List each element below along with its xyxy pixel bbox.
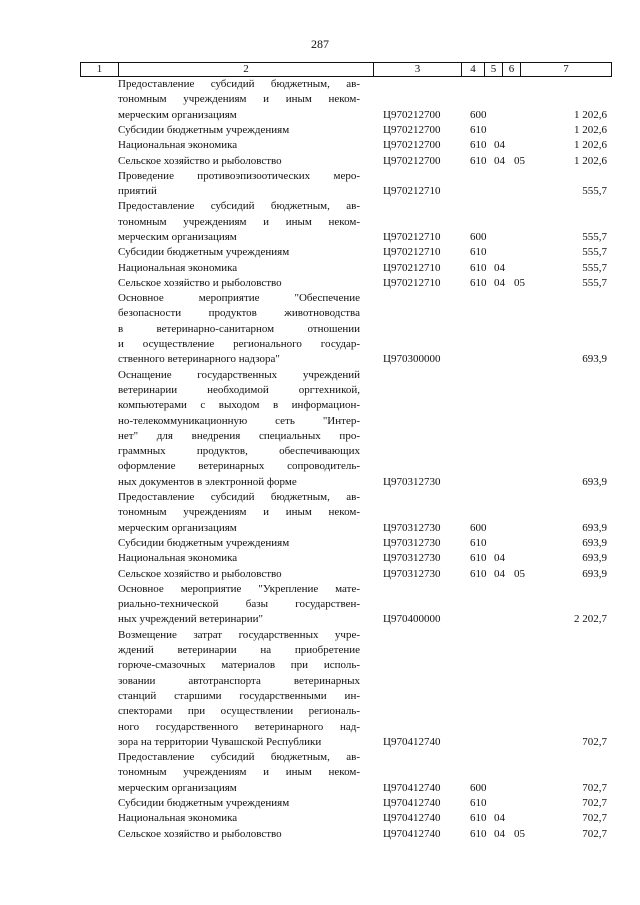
row-code: Ц970312730 [383,552,441,565]
row-description [118,291,360,367]
page-number: 287 [311,37,329,51]
table-row [0,567,640,582]
description-line: Национальная экономика [118,261,238,274]
row-amount: 1 202,6 [574,123,607,136]
table-header [80,62,612,77]
row-description [118,582,360,628]
row-col-5: 04 [494,139,505,152]
row-code: Ц970212710 [383,246,441,259]
table-row [0,291,640,368]
row-col-4: 610 [470,827,487,840]
table-row [0,490,640,536]
row-amount: 693,9 [582,353,607,366]
header-col-1: 1 [81,63,119,76]
row-col-4: 610 [470,812,487,825]
table-row [0,796,640,811]
row-code: Ц970312730 [383,537,441,549]
table-row [0,536,640,551]
row-code: Ц970412740 [383,735,441,748]
table-row [0,77,640,123]
row-col-4: 610 [470,154,487,167]
row-col-4: 610 [470,261,487,274]
description-line: граммных продуктов, обеспечивающих [118,445,360,458]
table-row [0,261,640,276]
description-line: Субсидии бюджетным учреждениям [118,797,290,810]
table-row [0,811,640,826]
row-description [118,490,360,536]
description-line: Предоставление субсидий бюджетным, ав- [118,751,360,764]
row-col-4: 610 [470,567,487,580]
description-line: Национальная экономика [118,812,238,825]
row-description [118,138,360,153]
description-line: безопасности продуктов животноводства [118,307,360,320]
description-line: Возмещение затрат государственных учре- [118,628,360,641]
description-line: зовании автотранспорта ветеринарных [118,674,360,687]
description-line: ветеринарии необходимой оргтехникой, [118,383,360,396]
description-line: ждений ветеринарии на приобретение [118,644,360,657]
description-line: ственного ветеринарного надзора" [118,353,280,366]
table-row [0,582,640,628]
header-col-3: 3 [374,63,462,76]
table-row [0,551,640,566]
table-row [0,750,640,796]
table-row [0,827,640,842]
row-code: Ц970312730 [383,521,441,534]
row-code: Ц970312730 [383,567,441,580]
row-col-6: 05 [514,567,525,580]
row-description [118,796,360,811]
row-code: Ц970212700 [383,123,441,136]
description-line: Национальная экономика [118,139,238,152]
description-line: тономным учреждениям и иным неком- [118,215,360,228]
description-line: Основное мероприятие "Обеспечение [118,292,360,305]
row-code: Ц970212710 [383,185,441,198]
row-col-6: 05 [514,827,525,840]
row-col-4: 610 [470,552,487,565]
row-description [118,536,360,551]
row-amount: 555,7 [582,246,607,259]
row-description [118,567,360,582]
description-line: Проведение противоэпизоотических меро- [118,169,360,182]
table-row [0,245,640,260]
row-code: Ц970212710 [383,261,441,274]
row-code: Ц970212710 [383,230,441,243]
description-line: спекторами при осуществлении региональ- [118,705,360,718]
row-description [118,199,360,245]
description-line: мерческим организациям [118,521,237,534]
description-line: горюче-смазочных материалов при исполь- [118,659,360,672]
row-amount: 1 202,6 [574,139,607,152]
row-amount: 693,9 [582,521,607,534]
description-line: ных документов в электронной форме [118,475,297,488]
row-col-5: 04 [494,154,505,167]
row-code: Ц970412740 [383,781,441,794]
row-col-4: 610 [470,537,487,549]
description-line: Основное мероприятие "Укрепление мате- [118,582,360,595]
description-line: и осуществление регионального государ- [118,338,360,351]
description-line: Предоставление субсидий бюджетным, ав- [118,491,360,504]
description-line: Сельское хозяйство и рыболовство [118,276,282,289]
description-line: тономным учреждениям и иным неком- [118,766,360,779]
row-amount: 702,7 [582,812,607,825]
header-col-7: 7 [563,63,569,75]
row-description [118,750,360,796]
description-line: Оснащение государственных учреждений [118,368,360,381]
header-col-4: 4 [462,63,485,76]
row-code: Ц970212700 [383,139,441,152]
header-col-2: 2 [119,63,374,76]
description-line: Национальная экономика [118,552,238,565]
description-line: станций старшими государственными ин- [118,689,360,702]
description-line: риально-технической базы государствен- [118,598,360,611]
description-line: тономным учреждениям и иным неком- [118,93,360,106]
row-description [118,123,360,138]
row-description [118,77,360,123]
row-col-5: 04 [494,276,505,289]
row-description [118,811,360,826]
table-row [0,154,640,169]
row-col-5: 04 [494,261,505,274]
description-line: приятий [118,185,157,198]
description-line: зора на территории Чувашской Республики [118,735,322,748]
row-code: Ц970300000 [383,353,441,366]
row-amount: 702,7 [582,735,607,748]
description-line: оформление ветеринарных сопроводитель- [118,460,360,473]
description-line: мерческим организациям [118,781,237,794]
row-amount: 702,7 [582,827,607,840]
header-col-5: 5 [485,63,503,76]
row-col-4: 610 [470,123,487,136]
row-amount: 1 202,6 [574,108,607,121]
row-col-4: 600 [470,230,487,243]
row-col-4: 610 [470,276,487,289]
row-col-4: 600 [470,781,487,794]
row-amount: 693,9 [582,537,607,549]
row-amount: 555,7 [582,261,607,274]
row-code: Ц970412740 [383,797,441,810]
table-row [0,628,640,750]
description-line: ного государственного ветеринарного над- [118,720,360,733]
table-row [0,138,640,153]
row-amount: 555,7 [582,230,607,243]
row-amount: 702,7 [582,781,607,794]
description-line: но-телекоммуникационную сеть "Интер- [118,414,360,427]
table-row [0,123,640,138]
row-col-5: 04 [494,567,505,580]
description-line: нет" для внедрения специальных про- [118,429,360,442]
description-line: в ветеринарно-санитарном отношении [118,322,360,335]
row-description [118,551,360,566]
row-code: Ц970212710 [383,276,441,289]
row-amount: 2 202,7 [574,613,607,626]
row-description [118,169,360,200]
row-description [118,276,360,291]
description-line: Субсидии бюджетным учреждениям [118,246,290,259]
row-description [118,261,360,276]
row-code: Ц970312730 [383,475,441,488]
row-amount: 1 202,6 [574,154,607,167]
row-description [118,628,360,750]
row-col-4: 610 [470,246,487,259]
header-col-6: 6 [503,63,521,76]
row-col-4: 600 [470,521,487,534]
table-row [0,199,640,245]
row-code: Ц970412740 [383,827,441,840]
row-amount: 693,9 [582,567,607,580]
row-code: Ц970212700 [383,108,441,121]
table-row [0,169,640,200]
description-line: Субсидии бюджетным учреждениям [118,537,290,549]
row-col-6: 05 [514,154,525,167]
table-row [0,276,640,291]
row-col-5: 04 [494,812,505,825]
row-code: Ц970400000 [383,613,441,626]
description-line: мерческим организациям [118,108,237,121]
description-line: Сельское хозяйство и рыболовство [118,827,282,840]
row-amount: 555,7 [582,276,607,289]
row-description [118,827,360,842]
row-code: Ц970412740 [383,812,441,825]
description-line: Субсидии бюджетным учреждениям [118,123,290,136]
description-line: тономным учреждениям и иным неком- [118,506,360,519]
row-col-5: 04 [494,552,505,565]
row-col-4: 610 [470,797,487,810]
row-amount: 693,9 [582,552,607,565]
description-line: Предоставление субсидий бюджетным, ав- [118,78,360,90]
row-code: Ц970212700 [383,154,441,167]
description-line: Сельское хозяйство и рыболовство [118,154,282,167]
row-col-5: 04 [494,827,505,840]
description-line: компьютерами с выходом в информацион- [118,399,360,412]
row-amount: 555,7 [582,185,607,198]
row-col-4: 610 [470,139,487,152]
description-line: мерческим организациям [118,230,237,243]
row-col-4: 600 [470,108,487,121]
table-row [0,368,640,490]
row-description [118,154,360,169]
row-amount: 702,7 [582,797,607,810]
row-description [118,368,360,490]
description-line: Сельское хозяйство и рыболовство [118,567,282,580]
description-line: Предоставление субсидий бюджетным, ав- [118,200,360,213]
description-line: ных учреждений ветеринарии" [118,613,264,626]
row-col-6: 05 [514,276,525,289]
row-description [118,245,360,260]
row-amount: 693,9 [582,475,607,488]
